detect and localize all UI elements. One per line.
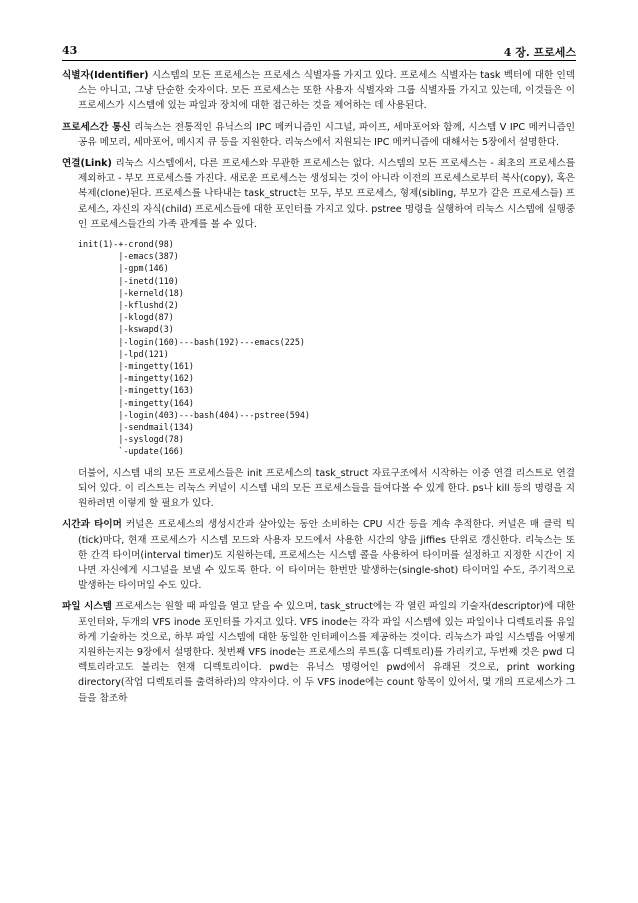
term-time-timer: 시간과 타이머 bbox=[62, 519, 122, 531]
term-ipc: 프로세스간 통신 bbox=[62, 121, 131, 133]
entry-identifier bbox=[62, 68, 575, 114]
page-header bbox=[62, 44, 576, 60]
desc-identifier: 시스템의 모든 프로세스는 프로세스 식별자를 가지고 있다. 프로세스 식별자는 task 벡터에 대한 인덱스는 아니고, 그냥 단순한 숫자이다. 모든 프로세스는 또한 사용자 식별자와 그룹 식별자를 가지고 있는데, 이것들은 이 프로세스가 시스템에 있는 파일과 장치에 대한 접근하는 것을 제어하는 데 사용된다. bbox=[78, 70, 575, 112]
page-number: 43 bbox=[62, 44, 78, 57]
term-link: 연결(Link) bbox=[62, 158, 112, 170]
term-filesystem: 파일 시스템 bbox=[62, 601, 112, 613]
desc-time-timer: 커널은 프로세스의 생성시간과 살아있는 동안 소비하는 CPU 시간 등을 계속 추적한다. 커널은 매 클럭 틱(tick)마다, 현재 프로세스가 시스템 모드와 사용자 모드에서 사용한 시간의 양을 jiffies 단위로 갱신한다. 리눅스는 또한 간격 타이머(interval timer)도 지원하는데, 프로세스는 시스템 콜을 사용하여 타이머를 설정하고 지정한 시간이 지나면 자신에게 시그널을 보낼 수 있도록 한다. 이 타이머는 한번만 발생하는(single-shot) 타이머일 수도, 주기적으로 발생하는 타이머일 수도 있다. bbox=[78, 519, 575, 592]
link-continued: 더불어, 시스템 내의 모든 프로세스들은 init 프로세스의 task_struct 자료구조에서 시작하는 이중 연결 리스트로 연결되어 있다. 이 리스트는 리눅스 커널이 시스템 내의 모든 프로세스들을 들여다볼 수 있게 한다. ps나 kill 등의 명령을 지원하려면 이렇게 할 필요가 있다. bbox=[78, 467, 575, 510]
entry-link bbox=[62, 156, 575, 232]
chapter-title: 4 장. 프로세스 bbox=[503, 46, 576, 59]
desc-link: 리눅스 시스템에서, 다른 프로세스와 무관한 프로세스는 없다. 시스템의 모든 프로세스는 - 최초의 프로세스를 제외하고 - 부모 프로세스를 가진다. 새로운 프로세스는 생성되는 것이 아니라 이전의 프로세스로부터 복사(copy), 혹은 복제(clone)된다. 프로세스를 나타내는 task_struct는 모두, 부모 프로세스, 형제(sibling, 부모가 같은 프로세스들) 프로세스, 자신의 자식(child) 프로세스들에 대한 포인터를 가지고 있다. pstree 명령을 실행하여 리눅스 시스템에 실행중인 프로세스들간의 가족 관계를 볼 수 있다. bbox=[78, 158, 575, 230]
desc-ipc: 리눅스는 전통적인 유닉스의 IPC 메커니즘인 시그널, 파이프, 세마포어와 함께, 시스템 V IPC 메커니즘인 공유 메모리, 세마포어, 메시지 큐 등을 지원한다. 리눅스에서 지원되는 IPC 메커니즘에 대해서는 5장에서 설명한다. bbox=[78, 121, 575, 148]
desc-filesystem: 프로세스는 원할 때 파일을 열고 닫을 수 있으며, task_struct에는 각 열린 파일의 기술자(descriptor)에 대한 포인터와, 두개의 VFS inode 포인터를 가지고 있다. VFS inode는 각각 파일 시스템에 있는 파일이나 디렉토리를 유일하게 기술하는 것으로, 하부 파일 시스템에 대한 동일한 인터페이스를 제공하는 것이다. 리눅스가 파일 시스템을 어떻게 지원하는지는 9장에서 설명한다. 첫번째 VFS inode는 프로세스의 루트(홈 디렉토리)를 가리키고, 두번째 것은 pwd 디렉토리라고도 불리는 현재 디렉토리이다. pwd는 유닉스 명령어인 pwd에서 유래된 것으로, print working directory(작업 디렉토리를 출력하라)의 약자이다. 이 두 VFS inode에는 count 항목이 있어서, 몇 개의 프로세스가 그들을 참조하 bbox=[78, 601, 575, 704]
page-body bbox=[62, 68, 575, 712]
header-rule bbox=[62, 60, 576, 61]
entry-ipc bbox=[62, 120, 575, 150]
entry-filesystem bbox=[62, 599, 575, 705]
term-identifier: 식별자(Identifier) bbox=[62, 70, 149, 81]
pstree-output: init(1)-+-crond(98) |-emacs(387) |-gpm(146) |-inetd(110) |-kerneld(18) |-kflushd(2) |-klogd(87) |-kswapd(3) |-login(160)---bash(192)---emacs(225) |-lpd(121) |-mingetty(161) |-mingetty(162) |-mingetty(163) |-mingetty(164) |-login(403)---bash(404)---pstree(594) |-sendmail(134) |-syslogd(78) `-update(166) bbox=[78, 239, 310, 457]
entry-time-timer bbox=[62, 517, 575, 593]
